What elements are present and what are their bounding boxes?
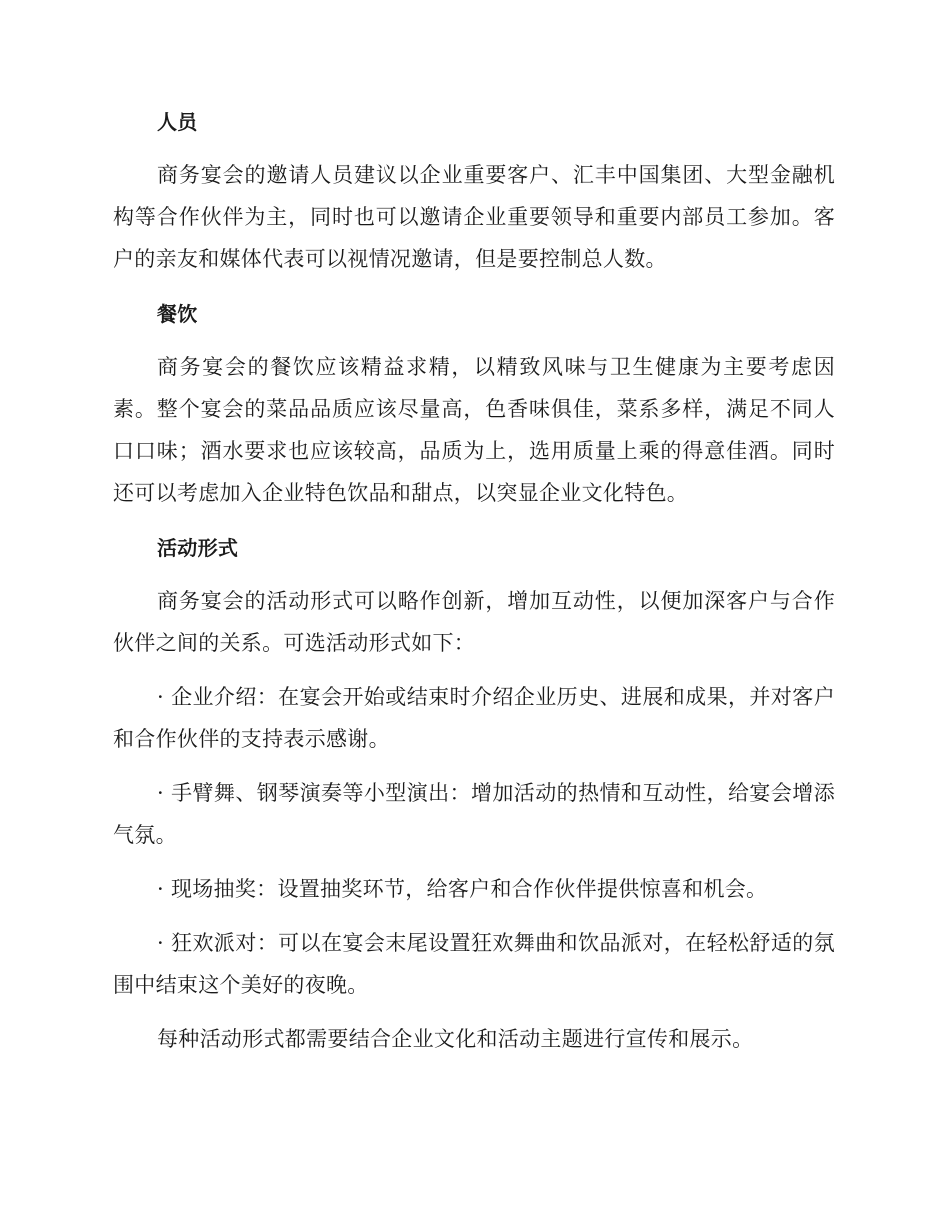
- paragraph: 商务宴会的邀请人员建议以企业重要客户、汇丰中国集团、大型金融机构等合作伙伴为主，同时也可以邀请企业重要领导和重要内部员工参加。客户的亲友和媒体代表可以视情况邀请，但是要控制总人数。: [113, 163, 835, 271]
- paragraph: 每种活动形式都需要结合企业文化和活动主题进行宣传和展示。: [157, 1027, 754, 1051]
- section-heading: 餐饮: [157, 302, 198, 326]
- section-personnel: [113, 100, 835, 280]
- bullet-item: · 企业介绍：在宴会开始或结束时介绍企业历史、进展和成果，并对客户和合作伙伴的支持表示感谢。: [113, 685, 835, 751]
- bullet-item: · 手臂舞、钢琴演奏等小型演出：增加活动的热情和互动性，给宴会增添气氛。: [113, 781, 835, 847]
- paragraph: 商务宴会的餐饮应该精益求精，以精致风味与卫生健康为主要考虑因素。整个宴会的菜品品质应该尽量高，色香味俱佳，菜系多样，满足不同人口口味；酒水要求也应该较高，品质为上，选用质量上乘的得意佳酒。同时还可以考虑加入企业特色饮品和甜点，以突显企业文化特色。: [113, 355, 835, 505]
- section-activities: [113, 526, 835, 1060]
- bullet-item: · 现场抽奖：设置抽奖环节，给客户和合作伙伴提供惊喜和机会。: [157, 877, 768, 901]
- bullet-item: · 狂欢派对：可以在宴会末尾设置狂欢舞曲和饮品派对，在轻松舒适的氛围中结束这个美好的夜晚。: [113, 931, 835, 997]
- section-heading: 人员: [157, 110, 198, 134]
- document-page: [113, 100, 835, 1072]
- paragraph: 商务宴会的活动形式可以略作创新，增加互动性，以便加深客户与合作伙伴之间的关系。可选活动形式如下：: [113, 589, 835, 655]
- section-heading: 活动形式: [157, 536, 239, 560]
- section-catering: [113, 292, 835, 514]
